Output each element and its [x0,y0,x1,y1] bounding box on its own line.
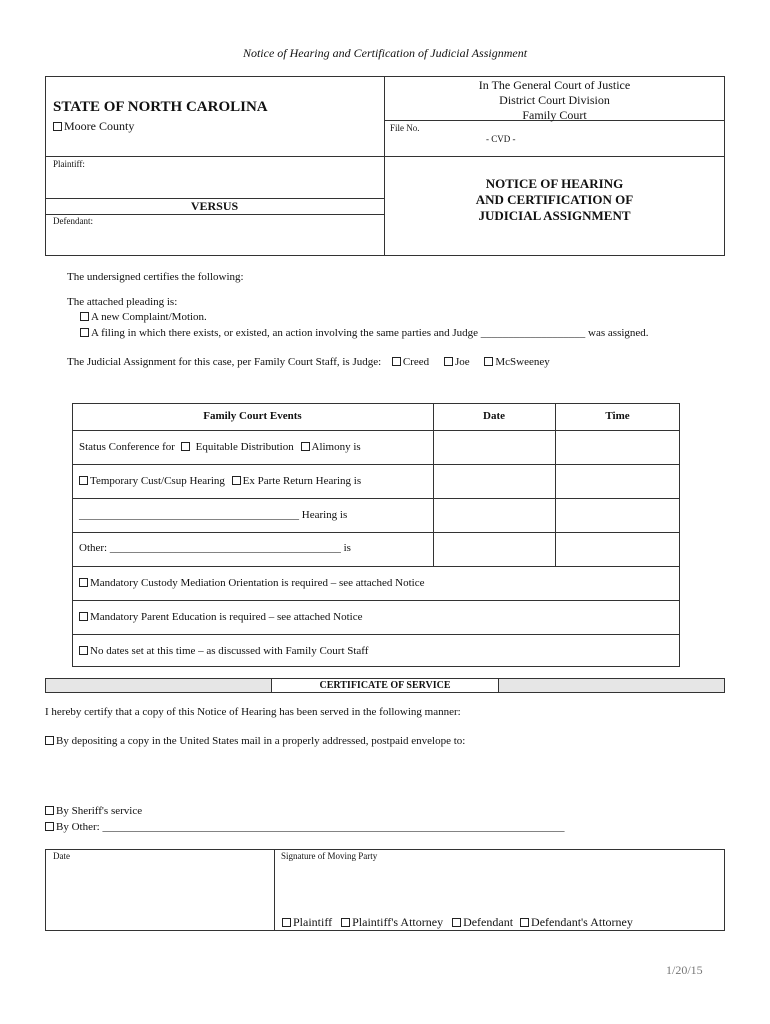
county-checkbox[interactable] [53,122,62,131]
service-other-checkbox[interactable] [45,822,54,831]
status-conference-label: Status Conference for [79,441,175,453]
party-plaintiff-attorney-checkbox[interactable] [341,918,350,927]
footer-date: 1/20/15 [666,963,703,977]
county [53,119,134,134]
county-label: Moore County [64,119,135,133]
row-line [72,430,680,431]
party-options [282,915,633,930]
pleading-option-new [80,311,207,323]
event-row-hearing: ________________________________________ Hearing is [79,509,348,521]
notice-title-line3: JUDICIAL ASSIGNMENT [478,208,631,223]
party-plaintiff-attorney-label: Plaintiff's Attorney [352,915,444,929]
court-line3: Family Court [522,108,587,122]
plaintiff-label: Plaintiff: [53,159,85,169]
party-defendant-attorney-label: Defendant's Attorney [531,915,633,929]
event-row-parent-education [79,611,362,623]
event-row-other: Other: __________________________________________ is [79,542,351,554]
court-heading [384,78,725,123]
judicial-assignment [67,356,550,368]
ex-parte-checkbox[interactable] [232,476,241,485]
service-sheriff-label: By Sheriff's service [56,805,143,817]
party-plaintiff-label: Plaintiff [293,915,333,929]
date-label: Date [53,851,70,861]
cvd-label: - CVD - [486,134,516,144]
row-line [72,498,680,499]
date-header: Date [483,410,505,422]
event-row-temporary [79,475,361,487]
certify-copy-text: I hereby certify that a copy of this Notice of Hearing has been served in the following manner: [45,706,461,718]
pleading-existing-checkbox[interactable] [80,328,89,337]
court-line2: District Court Division [499,93,610,107]
temporary-cust-label: Temporary Cust/Csup Hearing [90,475,225,487]
left-divider [45,156,384,157]
ex-parte-label: Ex Parte Return Hearing is [242,475,362,487]
events-header: Family Court Events [203,410,302,422]
signature-label: Signature of Moving Party [281,851,378,861]
judge-joe-checkbox[interactable] [444,357,453,366]
party-defendant-checkbox[interactable] [452,918,461,927]
col-line [555,403,556,566]
party-defendant-attorney-checkbox[interactable] [520,918,529,927]
file-no-label: File No. [390,123,420,133]
notice-title-line2: AND CERTIFICATION OF [475,192,634,207]
judge-creed [392,356,429,368]
event-row-mediation [79,577,425,589]
no-dates-checkbox[interactable] [79,646,88,655]
mediation-checkbox[interactable] [79,578,88,587]
service-other [45,821,564,833]
time-header: Time [605,410,630,422]
versus-label: VERSUS [190,199,239,213]
equitable-distribution-checkbox[interactable] [181,442,190,451]
party-plaintiff-checkbox[interactable] [282,918,291,927]
pleading-option-existing [80,327,649,339]
signature-divider [274,849,275,931]
event-row-status-conference [79,441,361,453]
no-dates-label: No dates set at this time – as discussed with Family Court Staff [90,645,369,657]
party-defendant-label: Defendant [463,915,514,929]
parent-education-label: Mandatory Parent Education is required – see attached Notice [90,611,363,623]
file-divider [384,156,725,157]
col-line [433,403,434,566]
row-line [72,532,680,533]
notice-title [384,176,725,224]
service-sheriff [45,805,142,817]
service-other-label: By Other: ____________________________________________________________________________________ [56,821,565,833]
certificate-title: CERTIFICATE OF SERVICE [271,678,499,693]
court-line1: In The General Court of Justice [478,78,631,92]
mediation-label: Mandatory Custody Mediation Orientation is required – see attached Notice [90,577,425,589]
row-line [72,566,680,567]
judge-creed-label: Creed [402,356,430,368]
judge-mcsweeney [484,356,549,368]
notice-title-line1: NOTICE OF HEARING [485,176,624,191]
service-mail-label: By depositing a copy in the United States mail in a properly addressed, postpaid envelope to: [56,735,466,747]
service-mail [45,735,465,747]
state-name: STATE OF NORTH CAROLINA [53,99,268,115]
pleading-label: The attached pleading is: [67,296,178,308]
judge-mcsweeney-label: McSweeney [495,356,550,368]
pleading-existing-label: A filing in which there exists, or existed, an action involving the same parties and Judge ___________________ was assigned. [91,327,649,339]
equitable-distribution-label: Equitable Distribution [195,441,294,453]
judge-joe [444,356,470,368]
alimony-label: Alimony is [311,441,361,453]
temporary-cust-checkbox[interactable] [79,476,88,485]
row-line [72,634,680,635]
defendant-label: Defendant: [53,216,93,226]
versus-bottom [45,214,384,215]
certifies-text: The undersigned certifies the following: [67,271,244,283]
judicial-assignment-label: The Judicial Assignment for this case, per Family Court Staff, is Judge: [67,356,382,368]
event-row-no-dates [79,645,368,657]
judge-creed-checkbox[interactable] [392,357,401,366]
parent-education-checkbox[interactable] [79,612,88,621]
row-line [72,600,680,601]
alimony-checkbox[interactable] [301,442,310,451]
judge-joe-label: Joe [454,356,470,368]
judge-mcsweeney-checkbox[interactable] [484,357,493,366]
service-mail-checkbox[interactable] [45,736,54,745]
row-line [72,464,680,465]
page-title: Notice of Hearing and Certification of Judicial Assignment [242,46,528,60]
service-sheriff-checkbox[interactable] [45,806,54,815]
pleading-new-label: A new Complaint/Motion. [91,311,207,323]
pleading-new-checkbox[interactable] [80,312,89,321]
